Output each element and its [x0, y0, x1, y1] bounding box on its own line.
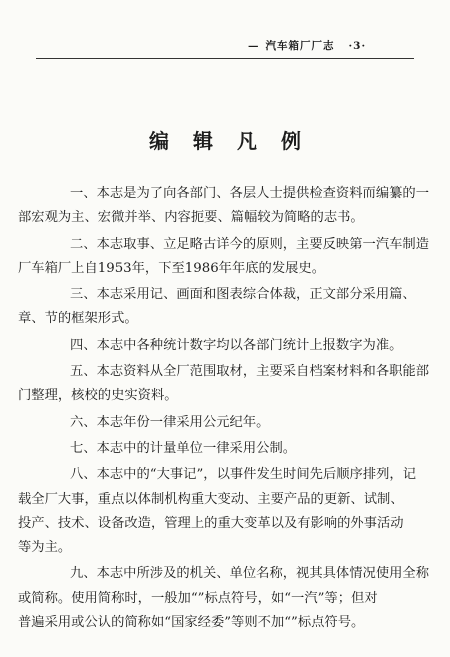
paragraph-line: 二、本志取事、立足略古详今的原则，主要反映第一汽车制造 — [70, 236, 430, 252]
body-text — [18, 182, 430, 637]
paragraph — [18, 233, 430, 282]
running-title: 汽车箱厂厂志 — [265, 40, 335, 52]
page-number: ·3· — [348, 39, 367, 52]
running-header — [248, 38, 366, 53]
paragraph-line: 一、本志是为了向各部门、各层人士提供检查资料而编纂的一 — [70, 186, 430, 201]
paragraph-line: 或简称。使用简称时，一般加“”标点符号，如“一汽”等；但对 — [18, 590, 378, 606]
paragraph — [18, 182, 430, 231]
paragraph-line: 厂车箱厂上自1953年，下至1986年年底的发展史。 — [18, 260, 326, 276]
paragraph-line: 七、本志中的计量单位一律采用公制。 — [70, 440, 297, 456]
paragraph-line: 载全厂大事，重点以体制机构重大变动、主要产品的更新、试制、 — [18, 491, 404, 507]
paragraph — [18, 283, 416, 332]
paragraph-line: 等为主。 — [18, 540, 72, 556]
paragraph — [18, 360, 430, 409]
paragraph — [44, 437, 410, 461]
paragraph-line: 章、节的框架形式。 — [18, 311, 138, 327]
paragraph-line: 门整理，核校的史实资料。 — [18, 388, 178, 404]
paragraph-line: 普遍采用或公认的简称如“国家经委”等则不加“”标点符号。 — [18, 615, 365, 631]
paragraph — [44, 334, 410, 358]
paragraph — [18, 562, 430, 635]
paragraph-line: 四、本志中各种统计数字均以各部门统计上报数字为准。 — [70, 337, 403, 353]
paragraph — [18, 463, 417, 560]
paragraph-line: 投产、技术、设备改造，管理上的重大变革以及有影响的外事活动 — [18, 515, 404, 531]
paragraph — [44, 411, 410, 435]
header-rule — [36, 58, 414, 59]
paragraph-line: 九、本志中所涉及的机关、单位名称，视其具体情况使用全称 — [70, 566, 430, 582]
page-title: 编辑凡例 — [149, 129, 325, 153]
paragraph-line: 六、本志年份一律采用公元纪年。 — [70, 414, 270, 430]
paragraph-line: 部宏观为主、宏微并举、内容扼要、篇幅较为简略的志书。 — [18, 210, 364, 226]
paragraph-line: 三、本志采用记、画面和图表综合体裁，正文部分采用篇、 — [70, 287, 416, 303]
header-dash: — — [248, 39, 260, 52]
paragraph-line: 八、本志中的“大事记”，以事件发生时间先后顺序排列，记 — [70, 467, 417, 483]
paragraph-line: 五、本志资料从全厂范围取材，主要采自档案材料和各职能部 — [70, 364, 430, 380]
